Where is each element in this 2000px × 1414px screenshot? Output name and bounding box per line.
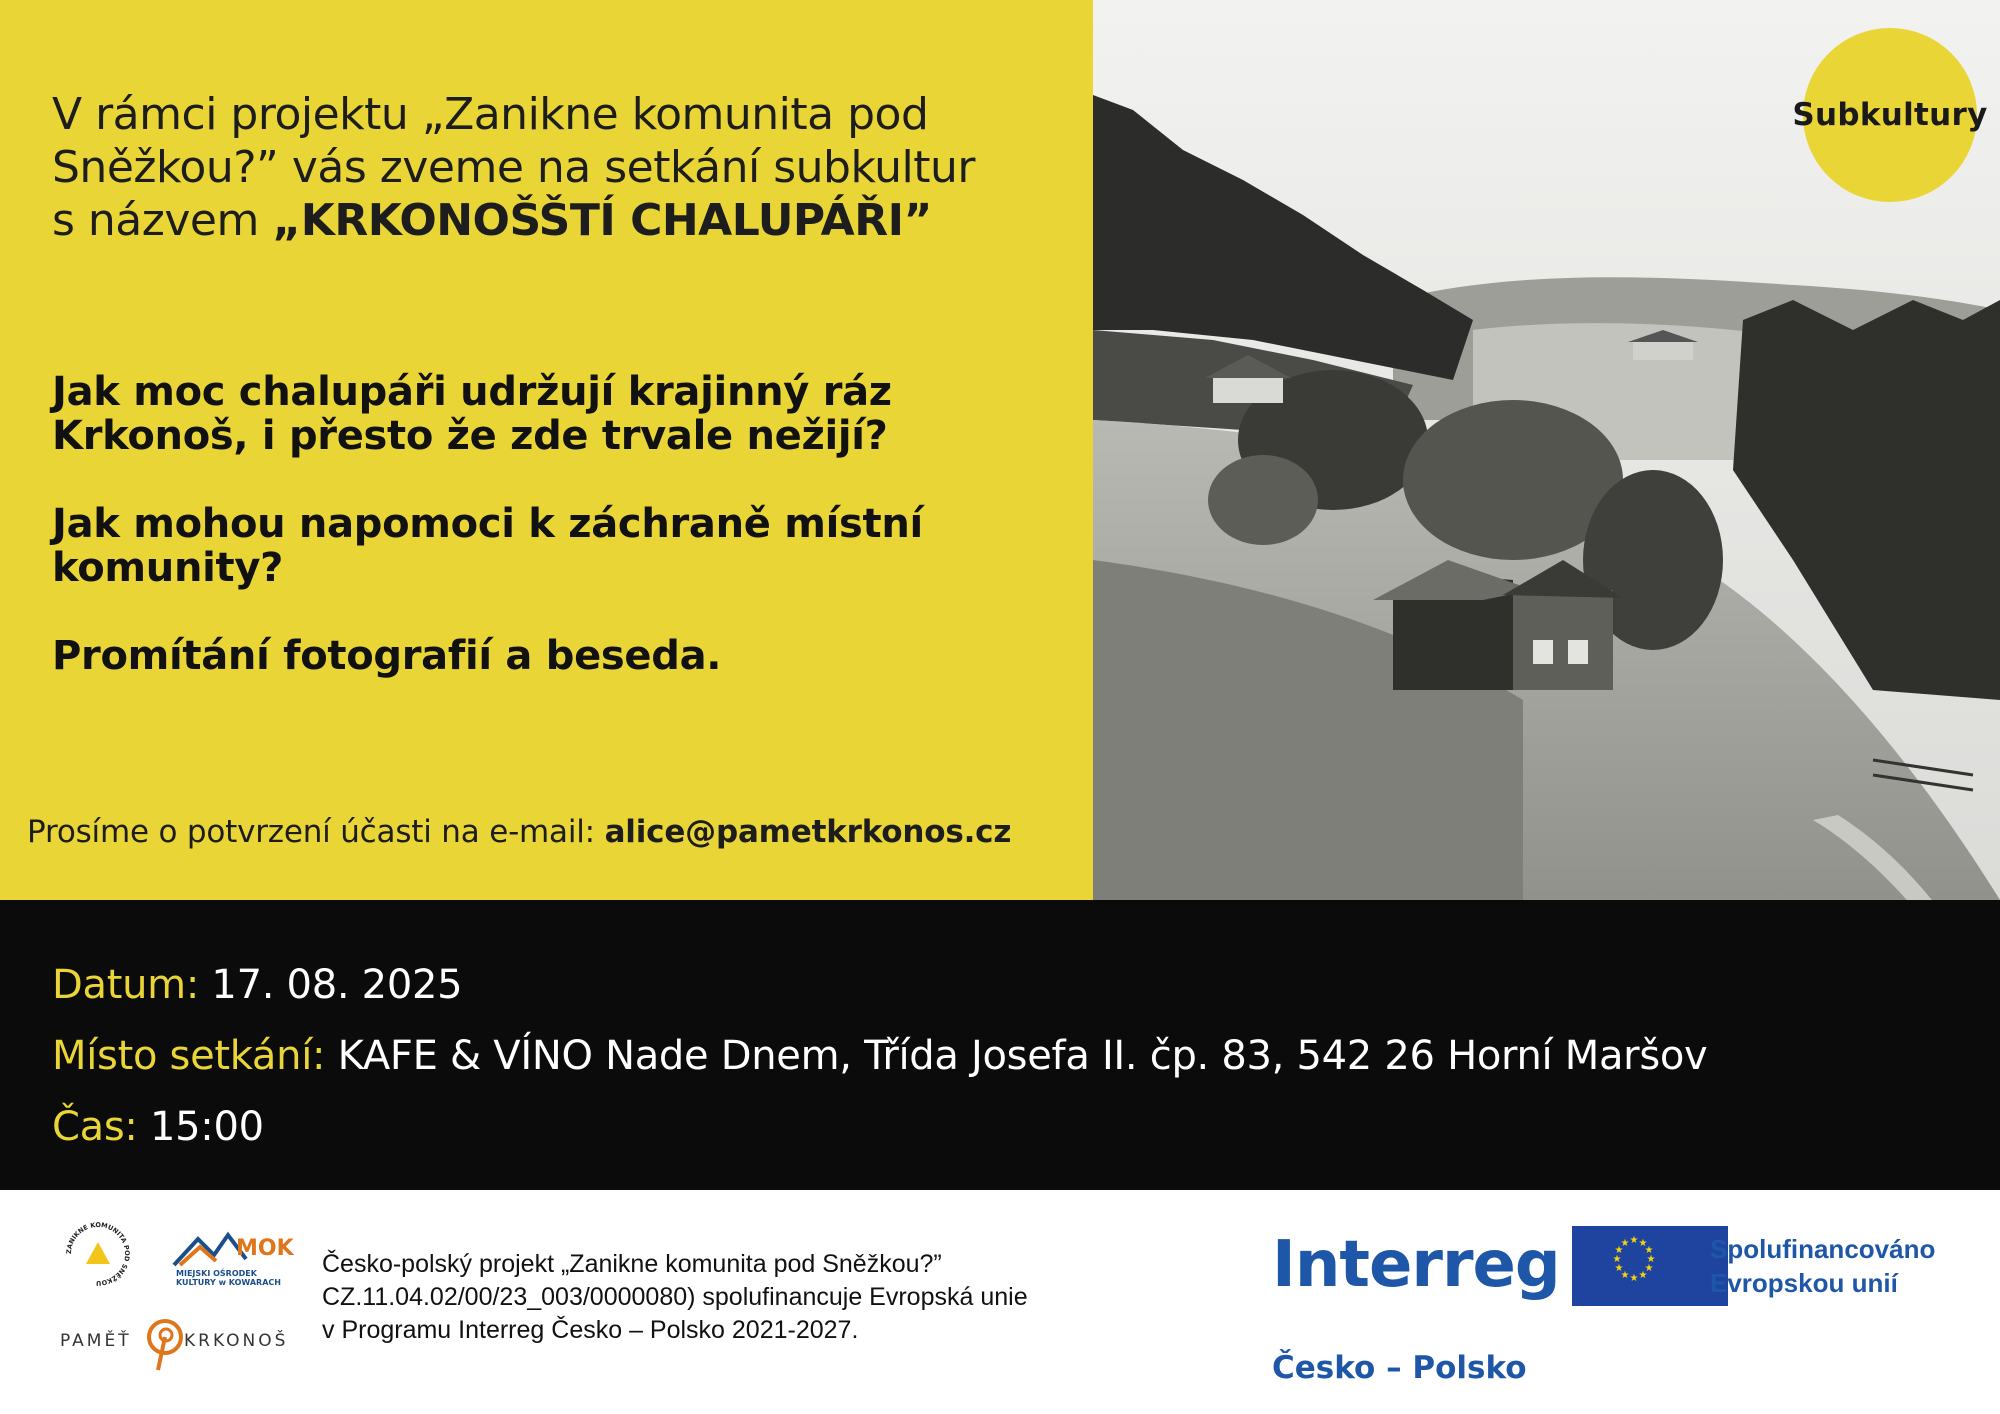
questions-block [52,370,1062,722]
eu-line-1: Spolufinancováno [1710,1234,1936,1264]
pamet-swirl-icon [140,1315,190,1375]
date-value: 17. 08. 2025 [199,962,463,1008]
eu-cofinanced-text [1710,1232,1935,1300]
question-1: Jak moc chalupáři udržují krajinný ráz Krkonoš, i přesto že zde trvale nežijí? [52,369,892,459]
pamet-left: PAMĚŤ [60,1331,132,1351]
interreg-subtitle: Česko – Polsko [1272,1350,1527,1386]
svg-text:★: ★ [1646,1254,1656,1265]
subkultury-badge [1792,28,1988,202]
intro-line-3 [52,194,1052,247]
pamet-krkonos-logo [60,1315,290,1375]
subkultury-badge-label: Subkultury [1792,97,1988,133]
svg-text:★: ★ [1612,1254,1622,1265]
event-name: „KRKONOŠŠTÍ CHALUPÁŘI” [272,195,932,246]
place-label: Místo setkání: [52,1033,326,1079]
mok-kowary-logo [170,1225,294,1295]
mok-text: MIEJSKI OŚRODEK KULTURY w KOWARACH [176,1269,281,1287]
date-label: Datum: [52,962,199,1008]
pamet-right: KRKONOŠ [184,1331,289,1351]
svg-text:★: ★ [1629,1235,1639,1246]
svg-text:★: ★ [1614,1245,1624,1256]
project-line-3: v Programu Interreg Česko – Polsko 2021-2027. [322,1316,859,1344]
place-row [52,1033,1707,1079]
interreg-logo: Interreg [1272,1228,1560,1302]
svg-text:★: ★ [1620,1238,1630,1249]
svg-text:★: ★ [1638,1238,1648,1249]
svg-text:★: ★ [1620,1270,1630,1281]
eu-flag-icon [1572,1226,1728,1306]
torn-paper-edge [0,880,2000,960]
intro-line-2: Sněžkou?” vás zveme na setkání subkultur [52,142,975,193]
mok-initials: MOK [236,1236,294,1261]
svg-text:★: ★ [1644,1263,1654,1274]
rsvp-email-link[interactable]: alice@pametkrkonos.cz [604,814,1012,850]
project-line-2: CZ.11.04.02/00/23_003/0000080) spolufinancuje Evropská unie [322,1283,1028,1311]
question-2: Jak mohou napomoci k záchraně místní komunity? [52,501,923,591]
svg-text:★: ★ [1644,1245,1654,1256]
svg-text:★: ★ [1638,1270,1648,1281]
question-3: Promítání fotografií a beseda. [52,633,722,679]
rsvp-line [27,814,1011,850]
eu-stars-icon [1572,1226,1728,1306]
svg-text:★: ★ [1629,1273,1639,1284]
time-value: 15:00 [137,1104,264,1150]
intro-text [52,88,1052,247]
svg-text:★: ★ [1614,1263,1624,1274]
time-row [52,1104,264,1150]
zanikne-komunita-logo [62,1218,134,1290]
mok-mountain-icon [170,1225,294,1269]
intro-line-1: V rámci projektu „Zanikne komunita pod [52,89,929,140]
eu-line-2: Evropskou unií [1710,1268,1898,1298]
place-value: KAFE & VÍNO Nade Dnem, Třída Josefa II. čp. 83, 542 26 Horní Maršov [325,1033,1708,1079]
project-line-1: Česko-polský projekt „Zanikne komunita pod Sněžkou?” [322,1250,942,1278]
rsvp-prefix: Prosíme o potvrzení účasti na e-mail: [27,814,605,850]
intro-line-3-prefix: s názvem [52,195,273,246]
time-label: Čas: [52,1104,138,1150]
date-row [52,962,462,1008]
zanikne-komunita-ring-text: ZANIKNE KOMUNITA POD SNĚŽKOU [64,1220,132,1288]
project-funding-text [322,1248,1142,1347]
